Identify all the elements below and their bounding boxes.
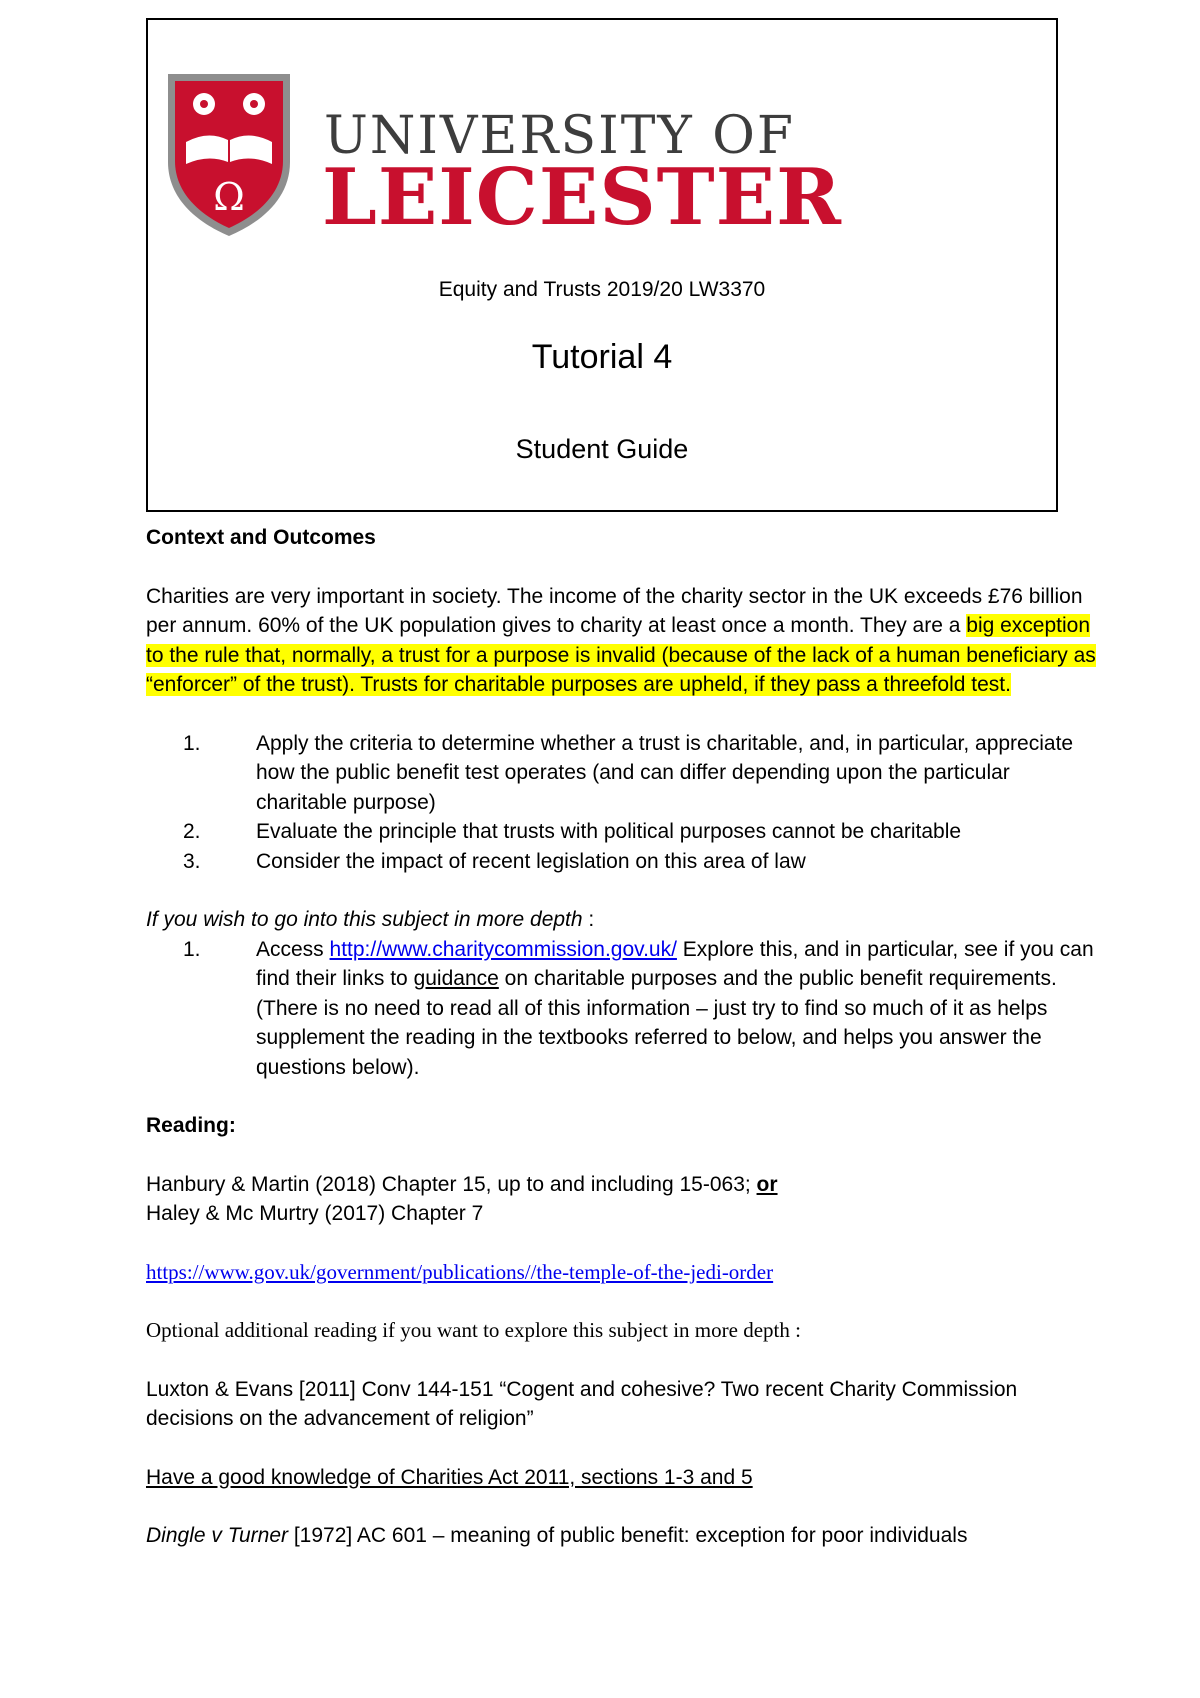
- list-item: [146, 847, 1096, 877]
- depth-intro-colon: :: [582, 908, 595, 931]
- or-text: or: [756, 1172, 778, 1196]
- list-number: 1.: [183, 731, 201, 755]
- tutorial-title: Tutorial 4: [531, 338, 673, 376]
- context-intro: Charities are very important in society. The income of the charity sector in the UK exceeds £76 billion per annum. 60% of the UK population gives to charity at least once a month. They are a: [146, 584, 1083, 637]
- svg-text:Ω: Ω: [213, 175, 245, 219]
- jedi-order-link[interactable]: https://www.gov.uk/government/publications//the-temple-of-the-jedi-order: [146, 1259, 774, 1284]
- depth-intro-italic: If you wish to go into this subject in more depth: [146, 908, 583, 931]
- university-logo: [164, 70, 842, 260]
- list-text: Apply the criteria to determine whether a trust is charitable, and, in particular, appreciate how the public benefit test operates (and can differ depending upon the particular charitable purpose): [256, 731, 1074, 814]
- logo-line-1: UNIVERSITY OF: [324, 106, 795, 166]
- list-item: [146, 817, 1096, 847]
- dingle-description: [1972] AC 601 – meaning of public benefit: exception for poor individuals: [288, 1524, 968, 1547]
- jedi-link-line: [146, 1258, 1096, 1288]
- hanbury-text: Hanbury & Martin (2018) Chapter 15, up to and including 15-063;: [146, 1172, 757, 1196]
- outcomes-list: [146, 729, 1096, 877]
- list-item: [146, 729, 1096, 818]
- charity-commission-link[interactable]: http://www.charitycommission.gov.uk/: [329, 937, 677, 961]
- list-number: 3.: [183, 849, 201, 873]
- charities-act-note: Have a good knowledge of Charities Act 2011, sections 1-3 and 5: [146, 1465, 753, 1489]
- guide-title: Student Guide: [515, 434, 689, 464]
- context-heading: Context and Outcomes: [146, 526, 376, 549]
- reading-line-1: [146, 1170, 1096, 1200]
- list-number: 2.: [183, 820, 201, 843]
- dingle-reference: [146, 1521, 1096, 1551]
- list-text: Consider the impact of recent legislation on this area of law: [256, 849, 806, 873]
- optional-reading: Optional additional reading if you want to explore this subject in more depth :: [146, 1318, 801, 1342]
- reading-line-2: Haley & Mc Murtry (2017) Chapter 7: [146, 1202, 484, 1225]
- reading-heading: Reading:: [146, 1114, 236, 1137]
- highlighted-text: big exception to the rule that, normally, a trust for a purpose is invalid (because of the lack of a human beneficiary as “enforcer” of the trust). Trusts for charitable purposes are upheld, if they pass a threefold test.: [146, 614, 1096, 696]
- list-item: [146, 935, 1096, 1083]
- logo-line-2: LEICESTER: [322, 152, 842, 243]
- explore-text: Explore this, and in particular, see if you can find their links to: [256, 937, 1094, 990]
- depth-list: [146, 935, 1096, 1083]
- crest-icon: [164, 70, 294, 240]
- guidance-text: guidance: [413, 967, 499, 990]
- document-body: [146, 523, 1096, 1551]
- depth-intro: [146, 905, 1096, 935]
- luxton-reference: Luxton & Evans [2011] Conv 144-151 “Cogent and cohesive? Two recent Charity Commission decisions on the advancement of religion”: [146, 1377, 1018, 1430]
- dingle-case-name: Dingle v Turner: [146, 1524, 288, 1547]
- access-text: Access: [256, 937, 330, 961]
- list-text: Evaluate the principle that trusts with political purposes cannot be charitable: [256, 820, 962, 843]
- list-number: 1.: [183, 937, 201, 961]
- title-box: [146, 18, 1058, 512]
- course-code: Equity and Trusts 2019/20 LW3370: [438, 278, 766, 301]
- requirements-text: on charitable purposes and the public benefit requirements. (There is no need to read all of this information – just try to find so much of it as helps supplement the reading in the textbooks referred to below, and helps you answer the questions below).: [256, 967, 1057, 1079]
- context-paragraph: [146, 582, 1096, 700]
